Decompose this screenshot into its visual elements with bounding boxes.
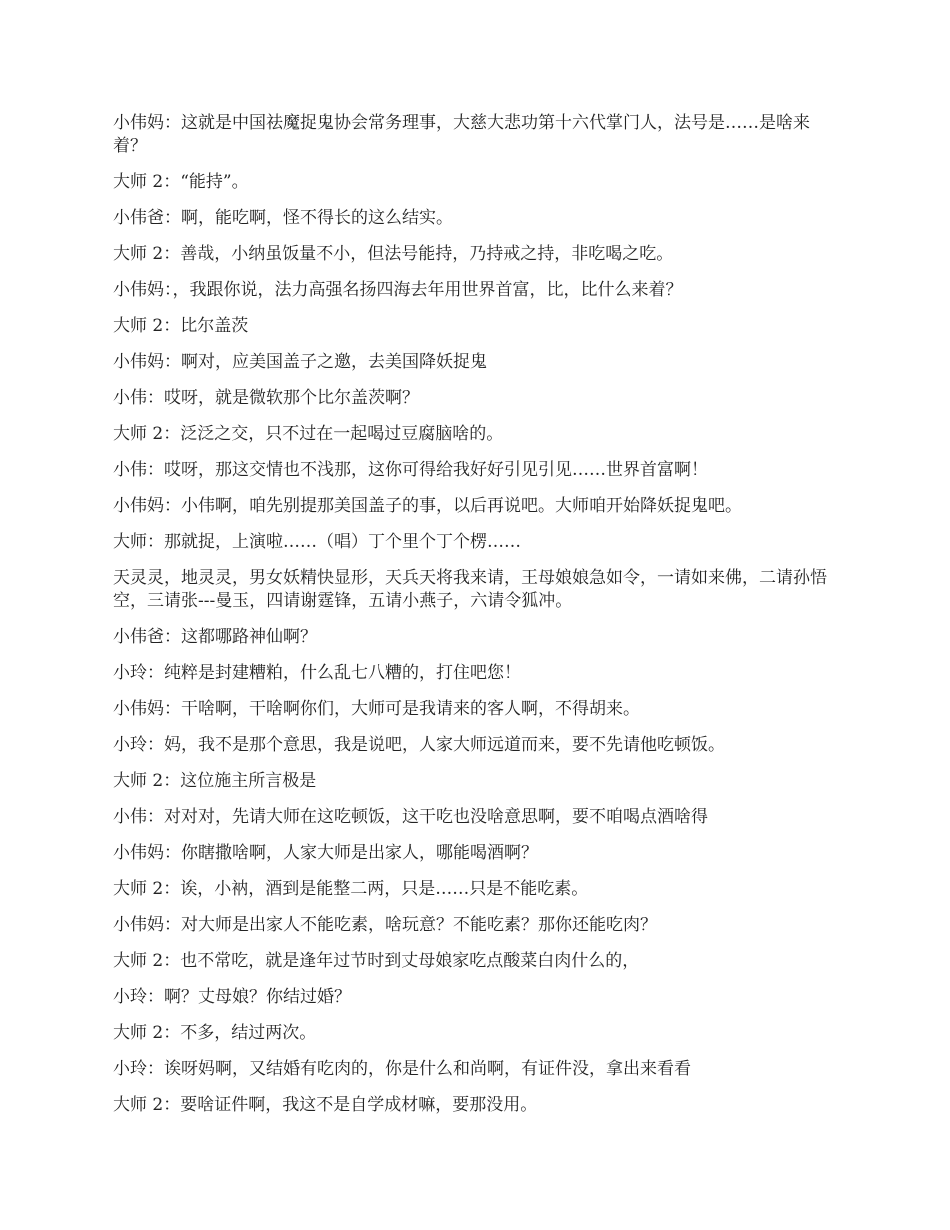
dialogue-line: 小伟妈：小伟啊，咱先别提那美国盖子的事，以后再说吧。大师咱开始降妖捉鬼吧。: [113, 496, 742, 516]
dialogue-line: 大师 2：善哉，小纳虽饭量不小，但法号能持，乃持戒之持，非吃喝之吃。: [113, 244, 674, 264]
dialogue-line: 大师 2：这位施主所言极是: [113, 771, 317, 791]
dialogue-line: 小伟：哎呀，那这交情也不浅那，这你可得给我好好引见引见……世界首富啊！: [113, 460, 708, 480]
dialogue-line: 大师 2：也不常吃，就是逢年过节时到丈母娘家吃点酸菜白肉什么的，: [113, 951, 640, 971]
dialogue-line: 小伟妈：，我跟你说，法力高强名扬四海去年用世界首富，比，比什么来着？: [113, 280, 683, 300]
dialogue-line: 小伟：哎呀，就是微软那个比尔盖茨啊？: [113, 388, 419, 408]
dialogue-line: 小伟爸：这都哪路神仙啊？: [113, 627, 317, 647]
dialogue-line: 大师 2：比尔盖茨: [113, 316, 249, 336]
dialogue-line: 小伟妈：干啥啊，干啥啊你们，大师可是我请来的客人啊，不得胡来。: [113, 699, 640, 719]
dialogue-line: 小伟妈：你瞎撒啥啊，人家大师是出家人，哪能喝酒啊？: [113, 843, 538, 863]
dialogue-line: 大师 2：诶，小衲，酒到是能整二两，只是……只是不能吃素。: [113, 879, 589, 899]
dialogue-line: 大师 2：不多，结过两次。: [113, 1023, 317, 1043]
dialogue-line: 小伟妈：这就是中国祛魔捉鬼协会常务理事，大慈大悲功第十六代掌门人，法号是……是啥来着？: [113, 113, 810, 156]
dialogue-line: 天灵灵，地灵灵，男女妖精快显形，天兵天将我来请，王母娘娘急如令，一请如来佛，二请孙悟空，三请张---曼玉，四请谢霆锋，五请小燕子，六请令狐冲。: [113, 568, 827, 611]
dialogue-line: 小玲：纯粹是封建糟粕，什么乱七八糟的，打住吧您！: [113, 663, 521, 683]
dialogue-line: 大师：那就捉，上演啦……（唱）丁个里个丁个楞……: [113, 532, 521, 552]
dialogue-line: 大师 2：泛泛之交，只不过在一起喝过豆腐脑啥的。: [113, 424, 504, 444]
dialogue-line: 小伟妈：啊对，应美国盖子之邀，去美国降妖捉鬼: [113, 352, 487, 372]
dialogue-line: 小伟：对对对，先请大师在这吃顿饭，这干吃也没啥意思啊，要不咱喝点酒啥得: [113, 807, 708, 827]
dialogue-line: 小玲：诶呀妈啊，又结婚有吃肉的，你是什么和尚啊，有证件没，拿出来看看: [113, 1059, 691, 1079]
dialogue-line: 小玲：妈，我不是那个意思，我是说吧，人家大师远道而来，要不先请他吃顿饭。: [113, 735, 725, 755]
dialogue-line: 大师 2：“能持”。: [113, 172, 249, 192]
dialogue-line: 大师 2：要啥证件啊，我这不是自学成材嘛，要那没用。: [113, 1095, 538, 1115]
script-body: [113, 112, 843, 1130]
dialogue-line: 小伟爸：啊，能吃啊，怪不得长的这么结实。: [113, 208, 453, 228]
dialogue-line: 小伟妈：对大师是出家人不能吃素，啥玩意？不能吃素？那你还能吃肉？: [113, 915, 657, 935]
dialogue-line: 小玲：啊？丈母娘？你结过婚？: [113, 987, 351, 1007]
